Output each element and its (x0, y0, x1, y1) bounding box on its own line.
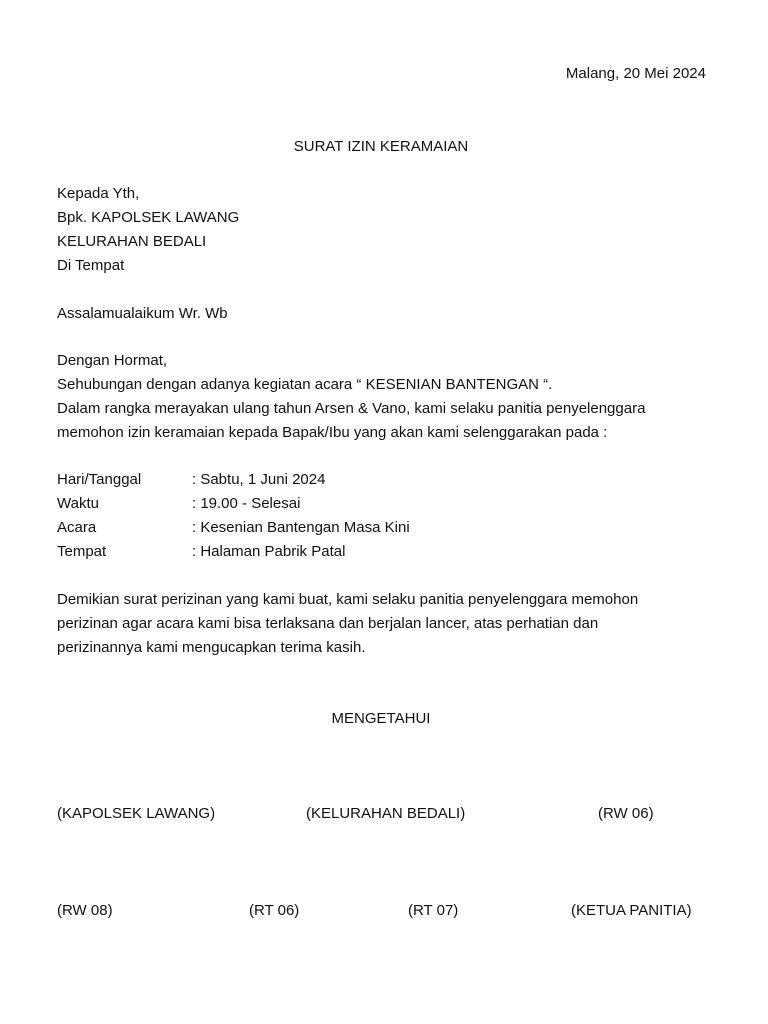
signatory-ketua-panitia: (KETUA PANITIA) (571, 902, 692, 919)
greeting: Assalamualaikum Wr. Wb (57, 305, 228, 322)
detail-value: : Sabtu, 1 Juni 2024 (192, 471, 326, 488)
signatory-rt06: (RT 06) (249, 902, 300, 919)
letter-title: SURAT IZIN KERAMAIAN (293, 138, 469, 155)
opening-line-1: Sehubungan dengan adanya kegiatan acara “ KESENIAN BANTENGAN “. (57, 376, 553, 393)
acknowledgement-heading: MENGETAHUI (331, 710, 431, 727)
signatory-rw06: (RW 06) (598, 805, 654, 822)
closing-line-2: perizinan agar acara kami bisa terlaksana dan berjalan lancer, atas perhatian dan (57, 615, 599, 632)
opening-line-2: Dalam rangka merayakan ulang tahun Arsen & Vano, kami selaku panitia penyelenggara (57, 400, 646, 417)
recipient-line-3: KELURAHAN BEDALI (57, 233, 207, 250)
recipient-line-1: Kepada Yth, (57, 185, 140, 202)
recipient-line-4: Di Tempat (57, 257, 125, 274)
signatory-kelurahan: (KELURAHAN BEDALI) (306, 805, 466, 822)
closing-line-1: Demikian surat perizinan yang kami buat, kami selaku panitia penyelenggara memohon (57, 591, 639, 608)
detail-label: Tempat (57, 543, 107, 560)
recipient-line-2: Bpk. KAPOLSEK LAWANG (57, 209, 240, 226)
closing-line-3: perizinannya kami mengucapkan terima kasih. (57, 639, 366, 656)
detail-value: : Kesenian Bantengan Masa Kini (192, 519, 410, 536)
signatory-rt07: (RT 07) (408, 902, 459, 919)
signatory-kapolsek: (KAPOLSEK LAWANG) (57, 805, 216, 822)
opening-line-3: memohon izin keramaian kepada Bapak/Ibu yang akan kami selenggarakan pada : (57, 424, 608, 441)
detail-label: Hari/Tanggal (57, 471, 142, 488)
detail-label: Waktu (57, 495, 99, 512)
detail-value: : Halaman Pabrik Patal (192, 543, 346, 560)
salutation: Dengan Hormat, (57, 352, 168, 369)
detail-label: Acara (57, 519, 97, 536)
detail-value: : 19.00 - Selesai (192, 495, 301, 512)
place-date: Malang, 20 Mei 2024 (565, 65, 706, 82)
signatory-rw08: (RW 08) (57, 902, 113, 919)
